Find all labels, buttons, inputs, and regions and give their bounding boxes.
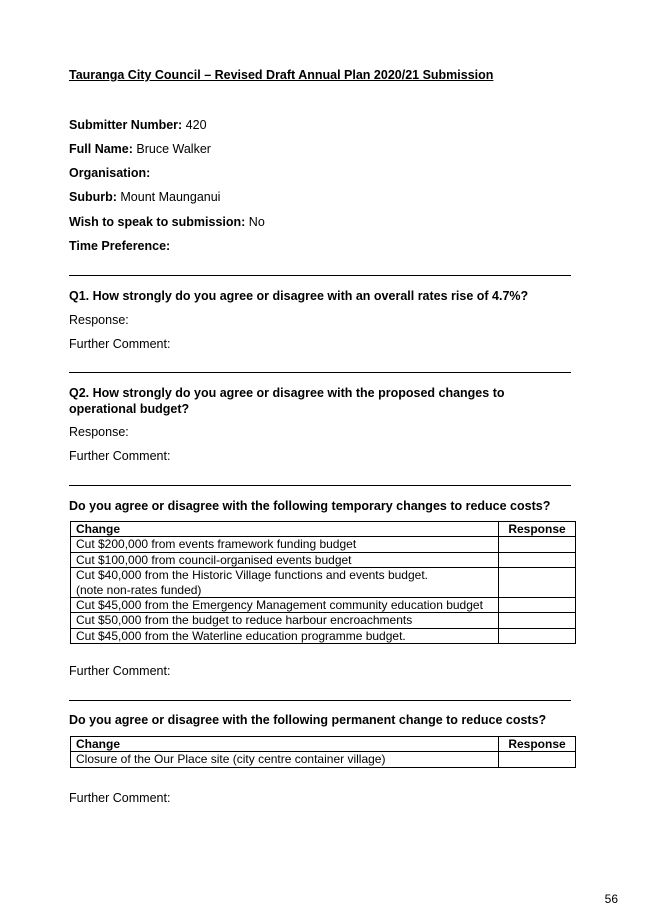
header-response: Response (499, 522, 576, 537)
section-divider (69, 700, 571, 701)
table-row (71, 568, 576, 598)
section-divider (69, 485, 571, 486)
field-label: Wish to speak to submission: (69, 215, 246, 229)
q1-response-label: Response: (69, 313, 129, 327)
change-note: (note non-rates funded) (76, 582, 202, 597)
section-divider (69, 275, 571, 276)
field-time-preference (69, 239, 170, 253)
table-row (71, 613, 576, 628)
field-label: Time Preference: (69, 239, 171, 253)
field-value: No (245, 215, 265, 229)
field-label: Organisation: (69, 166, 151, 180)
table-header-row (71, 522, 576, 537)
permanent-change-table (70, 736, 576, 768)
field-full-name (69, 142, 211, 156)
change-cell: Cut $45,000 from the Waterline education programme budget. (71, 628, 499, 643)
table-row (71, 552, 576, 567)
temporary-question: Do you agree or disagree with the following temporary changes to reduce costs? (69, 499, 551, 513)
section-divider (69, 372, 571, 373)
field-submitter-number (69, 118, 207, 132)
q2-question: Q2. How strongly do you agree or disagree with the proposed changes to operational budget? (69, 386, 505, 416)
header-response: Response (499, 737, 576, 752)
permanent-comment-label: Further Comment: (69, 791, 171, 805)
response-cell[interactable] (499, 537, 576, 552)
response-cell[interactable] (499, 552, 576, 567)
field-value: Mount Maunganui (116, 190, 221, 204)
header-change: Change (71, 522, 499, 537)
field-value: Bruce Walker (132, 142, 211, 156)
field-label: Submitter Number: (69, 118, 183, 132)
header-change: Change (71, 737, 499, 752)
table-row (71, 752, 576, 767)
response-cell[interactable] (499, 598, 576, 613)
field-label: Suburb: (69, 190, 117, 204)
field-organisation (69, 166, 150, 180)
change-cell: Cut $50,000 from the budget to reduce harbour encroachments (71, 613, 499, 628)
q1-question: Q1. How strongly do you agree or disagree with an overall rates rise of 4.7%? (69, 289, 529, 303)
table-row (71, 537, 576, 552)
temporary-comment-label: Further Comment: (69, 664, 171, 678)
table-row (71, 598, 576, 613)
permanent-question: Do you agree or disagree with the following permanent change to reduce costs? (69, 713, 547, 727)
change-cell: Cut $45,000 from the Emergency Management community education budget (71, 598, 499, 613)
field-value: 420 (182, 118, 207, 132)
field-wish-to-speak (69, 215, 265, 229)
change-text: Cut $40,000 from the Historic Village functions and events budget. (76, 568, 428, 583)
q2-response-label: Response: (69, 425, 129, 439)
change-cell: Closure of the Our Place site (city centre container village) (71, 752, 499, 767)
field-label: Full Name: (69, 142, 133, 156)
table-header-row (71, 737, 576, 752)
response-cell[interactable] (499, 613, 576, 628)
change-cell (71, 568, 499, 598)
change-cell: Cut $100,000 from council-organised events budget (71, 552, 499, 567)
table-row (71, 628, 576, 643)
change-cell: Cut $200,000 from events framework funding budget (71, 537, 499, 552)
temporary-changes-table (70, 521, 576, 644)
response-cell[interactable] (499, 628, 576, 643)
page-number: 56 (604, 892, 618, 906)
field-suburb (69, 190, 220, 204)
document-title: Tauranga City Council – Revised Draft Annual Plan 2020/21 Submission (69, 68, 494, 82)
q2-comment-label: Further Comment: (69, 449, 171, 463)
q1-comment-label: Further Comment: (69, 337, 171, 351)
response-cell[interactable] (499, 752, 576, 767)
response-cell[interactable] (499, 568, 576, 598)
